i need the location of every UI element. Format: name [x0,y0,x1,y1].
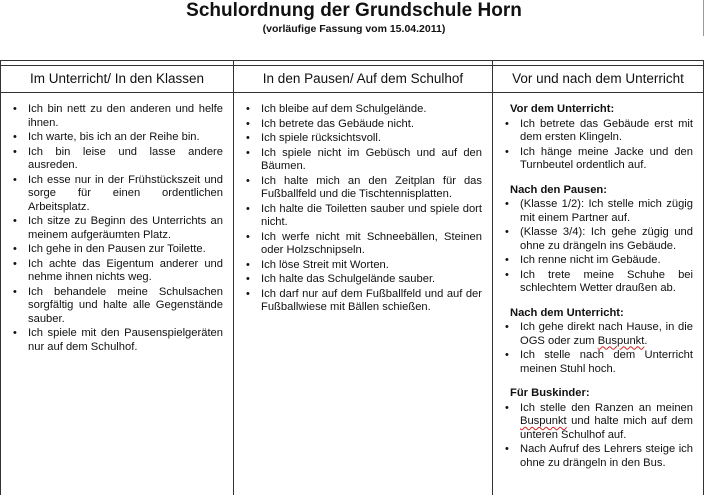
page-edge-divider [703,0,708,36]
section-title: Vor dem Unterricht: [510,103,615,115]
section-title: Nach den Pausen: [510,183,607,196]
rule-item: • (Klasse 1/2): Ich stelle mich zügig mit einem Partner auf. [503,198,693,225]
rule-item: • Ich darf nur auf dem Fußballfeld und auf der Fußballwiese mit Bällen schießen. [244,288,482,315]
rule-item: • Ich stelle den Ranzen an meinen Buspunkt und halte mich auf dem unteren Schulhof auf. [503,402,693,443]
rule-item: • Ich gehe direkt nach Hause, in die OGS oder zum Buspunkt. [503,321,693,348]
page-title: Schulordnung der Grundschule Horn [186,0,522,21]
spellcheck-word: Buspunkt [597,334,645,347]
column-heading: Vor und nach dem Unterricht [493,66,703,93]
rule-item: • Ich achte das Eigentum anderer und nehme ihnen nichts weg. [11,258,223,285]
column-body [493,93,703,470]
rule-item: • Ich trete meine Schuhe bei schlechtem Wetter draußen ab. [503,269,693,296]
rule-item: • Ich betrete das Gebäude erst mit dem ersten Klingeln. [503,118,693,145]
rule-list [503,198,693,296]
rule-item: • Ich halte die Toiletten sauber und spiele dort nicht. [244,203,482,230]
rule-list [503,402,693,471]
rule-list [11,103,223,354]
rule-item: • (Klasse 3/4): Ich gehe zügig und ohne zu drängeln ins Gebäude. [503,226,693,253]
column-body [1,93,233,354]
spellcheck-word: Buspunkt [520,415,567,427]
rule-item: • Ich warte, bis ich an der Reihe bin. [11,131,223,145]
rule-item: • Ich halte mich an den Zeitplan für das Fußballfeld und die Tischtennisplatten. [244,175,482,202]
page-subtitle: (vorläufige Fassung vom 15.04.2011) [262,23,446,35]
rule-item: • Ich bin leise und lasse andere ausreden. [11,146,223,173]
column-breaks [234,61,493,495]
rule-item: • Ich spiele rücksichtsvoll. [244,132,482,146]
rule-item: • Ich hänge meine Jacke und den Turnbeutel ordentlich auf. [503,146,693,173]
rule-item: • Ich esse nur in der Frühstückszeit und sorge für einen ordentlichen Arbeitsplatz. [11,174,223,215]
rule-item: • Ich bleibe auf dem Schulgelände. [244,103,482,117]
rule-list [503,321,693,376]
rule-item: • Ich behandele meine Schulsachen sorgfältig und halte alle Gegenstände sauber. [11,286,223,327]
rule-item: • Ich bin nett zu den anderen und helfe ihnen. [11,103,223,130]
section-title: Nach dem Unterricht: [510,306,624,319]
rules-table [0,60,704,495]
rule-item: • Ich werfe nicht mit Schneebällen, Steinen oder Holzschnipseln. [244,231,482,258]
rule-item: • Ich löse Streit mit Worten. [244,259,482,273]
column-heading: In den Pausen/ Auf dem Schulhof [234,66,492,93]
rule-item: • Ich halte das Schulgelände sauber. [244,273,482,287]
column-body [234,93,492,315]
rule-list [244,103,482,315]
rule-item: • Ich betrete das Gebäude nicht. [244,118,482,132]
column-before-after [493,61,703,495]
rule-list [503,118,693,173]
rule-item: • Ich gehe in den Pausen zur Toilette. [11,243,223,257]
rule-item: • Ich renne nicht im Gebäude. [503,254,693,268]
column-in-class [1,61,234,495]
column-heading: Im Unterricht/ In den Klassen [1,66,233,93]
rule-item: • Ich spiele nicht im Gebüsch und auf den Bäumen. [244,147,482,174]
rule-item: • Ich sitze zu Beginn des Unterrichts an meinem aufgeräumten Platz. [11,215,223,242]
rule-item: • Ich spiele mit den Pausenspielgeräten nur auf dem Schulhof. [11,327,223,354]
rule-item: • Nach Aufruf des Lehrers steige ich ohne zu drängeln in den Bus. [503,443,693,470]
section-title: Für Buskinder: [510,387,590,399]
rule-item: • Ich stelle nach dem Unterricht meinen Stuhl hoch. [503,349,693,376]
